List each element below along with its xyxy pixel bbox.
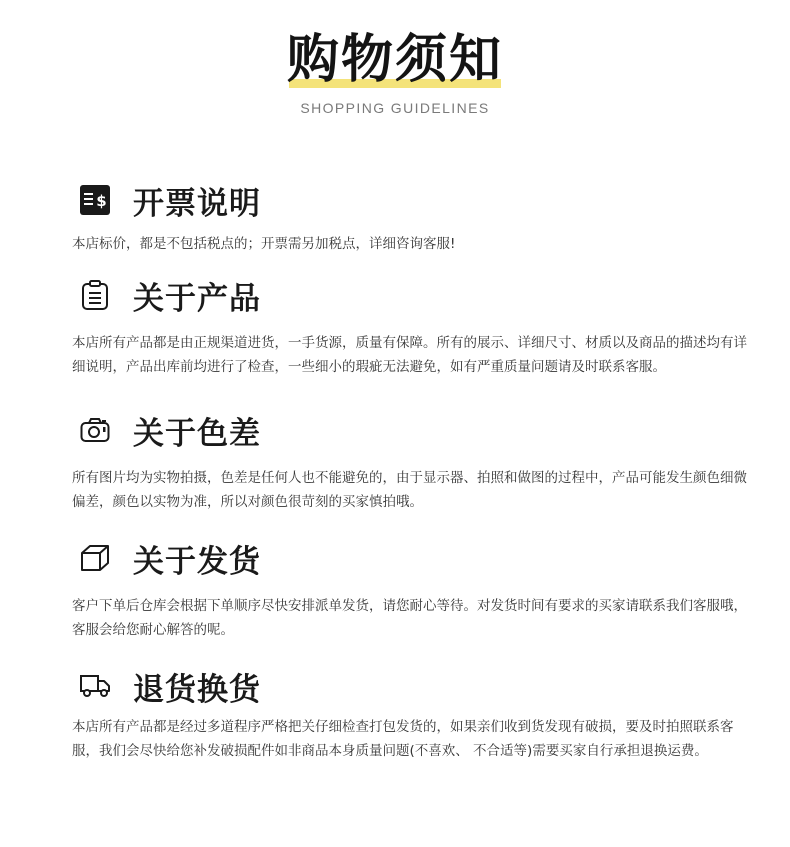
section-shipping bbox=[72, 536, 752, 642]
camera-icon bbox=[78, 413, 112, 447]
truck-icon bbox=[78, 669, 112, 703]
section-body: 客户下单后仓库会根据下单顺序尽快安排派单发货，请您耐心等待。对发货时间有要求的买家请联系我们客服哦，客服会给您耐心解答的呢。 bbox=[72, 598, 747, 638]
box-icon bbox=[78, 541, 112, 575]
svg-text:$: $ bbox=[96, 192, 107, 210]
section-invoice bbox=[72, 178, 752, 256]
section-title: 关于产品 bbox=[133, 280, 261, 317]
section-color bbox=[72, 408, 752, 514]
section-header bbox=[72, 536, 752, 580]
section-header bbox=[72, 408, 752, 452]
section-title: 关于发货 bbox=[133, 543, 261, 580]
section-body: 本店标价，都是不包括税点的；开票需另加税点，详细咨询客服! bbox=[72, 236, 456, 252]
clipboard-icon bbox=[78, 278, 112, 312]
section-title: 关于色差 bbox=[133, 415, 261, 452]
invoice-icon bbox=[78, 183, 112, 217]
page-subtitle: SHOPPING GUIDELINES bbox=[300, 100, 490, 116]
section-returns bbox=[72, 664, 752, 763]
section-header bbox=[72, 664, 752, 708]
section-body: 本店所有产品都是由正规渠道进货，一手货源，质量有保障。所有的展示、详细尺寸、材质以及商品的描述均有详细说明，产品出库前均进行了检查，一些细小的瑕疵无法避免，如有严重质量问题请及时联系客服。 bbox=[72, 335, 747, 375]
section-body: 所有图片均为实物拍摄，色差是任何人也不能避免的，由于显示器、拍照和做图的过程中，产品可能发生颜色细微偏差，颜色以实物为准，所以对颜色很苛刻的买家慎拍哦。 bbox=[72, 470, 747, 510]
section-header bbox=[72, 178, 752, 222]
section-title: 开票说明 bbox=[133, 185, 261, 222]
section-title: 退货换货 bbox=[133, 671, 261, 708]
page-title: 购物须知 bbox=[286, 30, 503, 90]
section-header bbox=[72, 273, 752, 317]
title-wrap bbox=[287, 28, 503, 92]
section-body: 本店所有产品都是经过多道程序严格把关仔细检查打包发货的，如果亲们收到货发现有破损，要及时拍照联系客服，我们会尽快给您补发破损配件如非商品本身质量问题(不喜欢、 不合适等)需要买家自行承担退换运费。 bbox=[72, 719, 734, 759]
header bbox=[0, 28, 790, 116]
section-product bbox=[72, 273, 752, 379]
